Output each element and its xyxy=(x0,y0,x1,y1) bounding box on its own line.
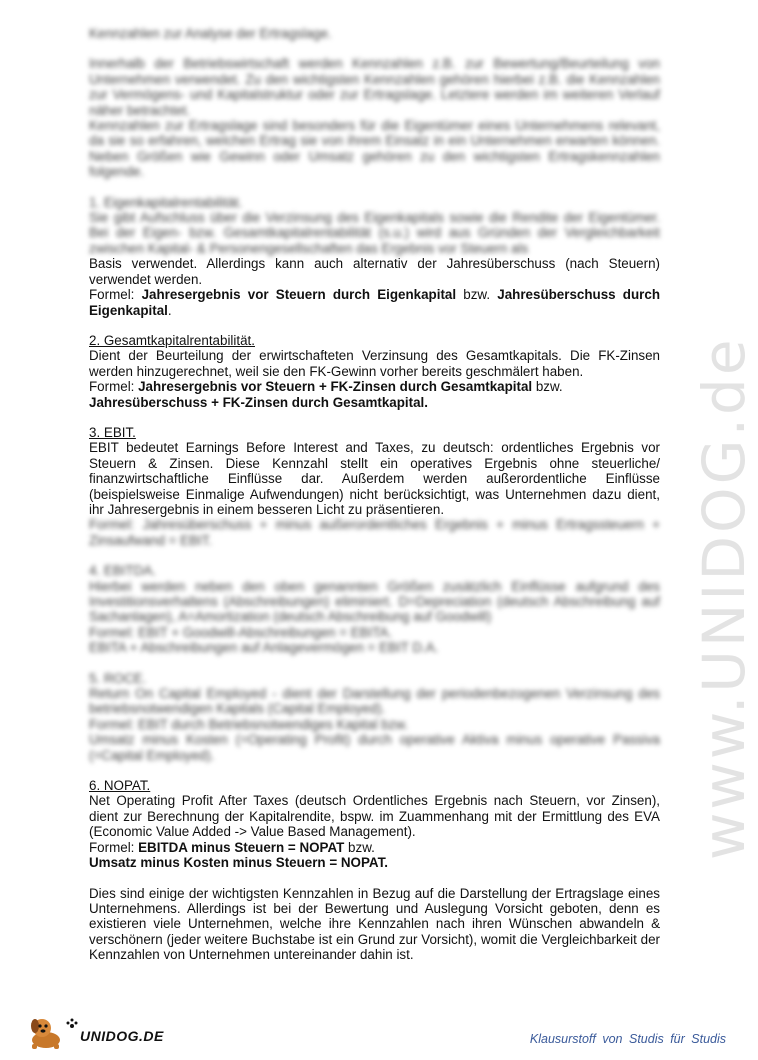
section2-heading: 2. Gesamtkapitalrentabilität. xyxy=(89,332,255,348)
formula-label: Formel: xyxy=(89,839,139,855)
blurred-section5-formula-2: Umsatz minus Kosten (=Operating Profit) durch operative Aktiva minus operative Passiva (=Capital Employed). xyxy=(89,732,660,763)
blurred-section4-formula-2: EBITA + Abschreibungen auf Anlagevermögen = EBIT D.A. xyxy=(89,640,439,656)
section6-heading: 6. NOPAT. xyxy=(89,778,151,794)
section1-formula xyxy=(89,287,660,318)
footer-tagline: Klausurstoff von Studis für Studis xyxy=(529,1032,726,1046)
blurred-section4-formula-1: Formel: EBIT + Goodwill-Abschreibungen = EBITA. xyxy=(89,624,393,640)
blurred-section5-text: Return On Capital Employed - dient der Darstellung der periodenbezogenen Verzinsung des betriebsnotwendigen Kapitals (Capital Employed). xyxy=(89,686,660,717)
formula-end: . xyxy=(167,302,172,318)
logo-text: UNIDOG.DE xyxy=(80,1028,164,1044)
dog-mascot-icon xyxy=(26,1016,82,1050)
blurred-intro-2: Kennzahlen zur Ertragslage sind besonders für die Eigentümer eines Unternehmens relevant, da sie so erfahren, welchen Ertrag sie von ihrem Einsatz in ein Unternehmen erwarten können. Neben Größen wie Gewinn oder Umsatz gehören zu den wichtigsten Ertragskennzahlen folgende. xyxy=(89,118,660,180)
formula-label: Formel: xyxy=(89,379,139,395)
formula-join: bzw. xyxy=(344,839,375,855)
formula-b: Jahresüberschuss + FK-Zinsen durch Gesamtkapital. xyxy=(89,394,428,410)
formula-a: EBITDA minus Steuern = NOPAT xyxy=(138,839,345,855)
formula-label: Formel: xyxy=(89,287,142,303)
formula-a: Jahresergebnis vor Steuern durch Eigenkapital xyxy=(141,287,457,303)
formula-b: Umsatz minus Kosten minus Steuern = NOPAT. xyxy=(89,855,388,871)
blurred-ebit-formula: Formel: Jahresüberschuss + minus außerordentliches Ergebnis + minus Ertragssteuern + Zinsaufwand = EBIT. xyxy=(89,517,660,548)
blurred-section4-text: Hierbei werden neben den oben genannten Größen zusätzlich Einflüsse aufgrund des Investitionsverhaltens (Abschreibungen) eliminiert. D=Depreciation (deutsch Abschreibung auf Sachanlagen), A=Amortization (deutsch Abschreibung auf Goodwill) xyxy=(89,578,660,625)
conclusion-text: Dies sind einige der wichtigsten Kennzahlen in Bezug auf die Darstellung der Ertragslage eines Unternehmens. Allerdings ist bei der Bewertung und Auslegung Vorsicht geboten, denn es existieren viele Unternehmen, welche ihre Kennzahlen nach ihren Wünschen abwandeln & verschönern (jeder weitere Buchstabe ist ein Grund zur Vorsicht), womit die Vergleichbarkeit der Kennzahlen von Unternehmen untereinander dahin ist. xyxy=(89,885,660,963)
formula-a: Jahresergebnis vor Steuern + FK-Zinsen durch Gesamtkapital xyxy=(138,379,533,395)
section6-formula xyxy=(89,840,660,871)
unidog-logo xyxy=(26,1016,164,1050)
blurred-intro-1: Innerhalb der Betriebswirtschaft werden Kennzahlen z.B. zur Bewertung/Beurteilung von Unternehmen verwendet. Zu den wichtigsten Kennzahlen gehören hierbei z.B. die Kennzahlen zur Vermögens- und Kapitalstruktur oder zur Ertragslage. Letztere werden im weiteren Verlauf näher betrachtet. xyxy=(89,56,660,118)
section6-text: Net Operating Profit After Taxes (deutsch Ordentliches Ergebnis nach Steuern, vor Zinsen), dient zur Berechnung der Kapitalrendite, bspw. im Zuammenhang mit der Ermittlung des EVA (Economic Value Added -> Value Based Management). xyxy=(89,793,660,840)
section2-formula xyxy=(89,379,660,410)
section3-heading: 3. EBIT. xyxy=(89,424,136,440)
formula-join: bzw. xyxy=(532,379,563,395)
blurred-section5-formula-1: Formel: EBIT durch Betriebsnotwendiges Kapital bzw. xyxy=(89,716,409,732)
section3-text: EBIT bedeutet Earnings Before Interest and Taxes, zu deutsch: ordentliches Ergebnis vor Steuern & Zinsen. Diese Kennzahl stellt ein operatives Ergebnis ohne steuerliche/ finanzwirtschaftliche Einflüsse dar. Außerdem werden außerordentliche Einflüsse (beispielsweise Einmalige Aufwendungen) nicht berücksichtigt, was Unternehmen dazu dient, ihr Jahresergebnis in einem besseren Licht zu präsentieren. xyxy=(89,440,660,517)
blurred-section1-heading: 1. Eigenkapitalrentabilität. xyxy=(89,194,243,210)
formula-b: Jahresüberschuss durch Eigenkapital xyxy=(89,287,660,318)
watermark: www.UNIDOG.de xyxy=(690,336,758,860)
blurred-section5-heading: 5. ROCE. xyxy=(89,670,147,686)
document-page xyxy=(89,26,660,963)
blurred-section4-heading: 4. EBITDA. xyxy=(89,563,156,579)
section2-text: Dient der Beurteilung der erwirtschafteten Verzinsung des Gesamtkapitals. Die FK-Zinsen werden hinzugerechnet, weil sie den FK-Gewinn vorher bereits geschmälert haben. xyxy=(89,348,660,379)
blurred-section1-text: Sie gibt Aufschluss über die Verzinsung des Eigenkapitals sowie die Rendite der Eigentümer. Bei der Eigen- bzw. Gesamtkapitalrentabilität (s.u.) wird aus Gründen der Vergleichbarkeit zwischen Kapital- & Personengesellschaften das Ergebnis vor Steuern als xyxy=(89,210,660,256)
formula-join: bzw. xyxy=(456,287,498,303)
section1-text: Basis verwendet. Allerdings kann auch alternativ der Jahresüberschuss (nach Steuern) verwendet werden. xyxy=(89,256,660,287)
blurred-title: Kennzahlen zur Analyse der Ertragslage. xyxy=(89,26,332,41)
